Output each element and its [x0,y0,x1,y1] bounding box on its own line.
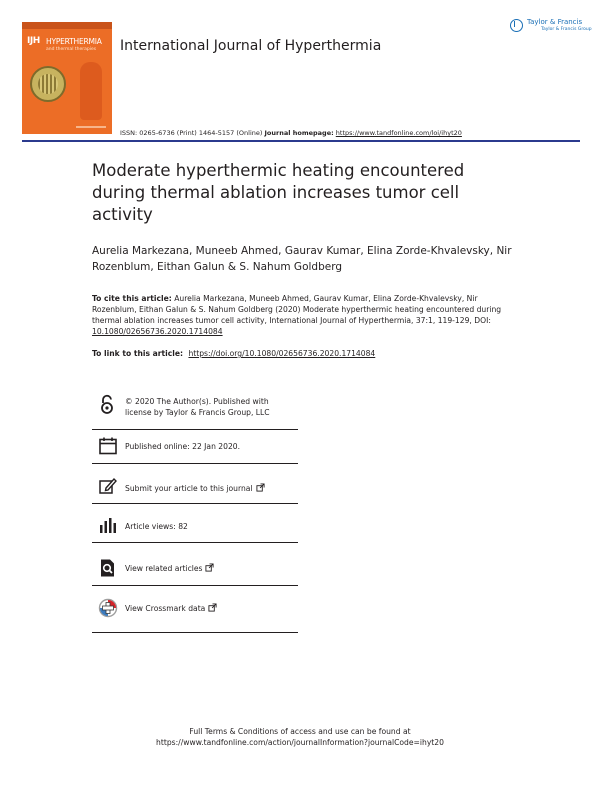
bar-chart-icon [98,516,118,536]
info-divider [92,585,298,586]
external-link-icon [256,483,265,492]
cover-figure-graphic [80,62,102,120]
publisher-group: Taylor & Francis Group [541,27,592,32]
terms-link[interactable]: https://www.tandfonline.com/action/journalInformation?journalCode=ihyt20 [156,738,444,747]
published-date: Published online: 22 Jan 2020. [125,442,241,451]
crossmark-icon [98,598,118,618]
publisher-name: Taylor & Francis [527,18,583,26]
terms-footer [0,726,600,748]
submit-article-link[interactable]: Submit your article to this journal [125,484,253,493]
journal-title[interactable]: International Journal of Hyperthermia [120,38,382,54]
external-link-icon [208,603,217,612]
cite-doi-link[interactable]: 10.1080/02656736.2020.1714084 [92,327,223,336]
homepage-label: Journal homepage: [264,129,334,137]
cover-title: HYPERTHERMIA [46,37,102,46]
publisher-logo-icon [510,19,523,32]
info-divider [92,429,298,430]
article-link-line [92,348,512,359]
info-divider [92,503,298,504]
issn-line [120,129,462,137]
calendar-icon [98,436,118,456]
citation-block [92,293,512,337]
issn-text: ISSN: 0265-6736 (Print) 1464-5157 (Online) [120,129,263,137]
cover-subtitle: and thermal therapies [46,47,97,52]
article-title: Moderate hyperthermic heating encountered during thermal ablation increases tumor cell activity [92,161,465,224]
journal-cover-image [22,22,112,134]
cite-label: To cite this article: [92,294,172,303]
info-divider [92,463,298,464]
cover-abbreviation: IJH [27,36,40,46]
crossmark-link[interactable]: View Crossmark data [125,604,206,613]
edit-icon [98,476,118,496]
related-articles-link[interactable]: View related articles [125,564,203,573]
terms-line: Full Terms & Conditions of access and use can be found at [189,727,411,736]
cite-text: Aurelia Markezana, Muneeb Ahmed, Gaurav Kumar, Elina Zorde-Khvalevsky, Nir Rozenblum, Eithan Galun & S. Nahum Goldberg (2020) Moderate hyperthermic heating encountered during thermal ablation increases tumor cell activity, International Journal of Hyperthermia, 37:1, 119-129, DOI: [92,294,502,325]
info-divider [92,632,298,633]
article-doi-link[interactable]: https://doi.org/10.1080/02656736.2020.1714084 [188,349,376,358]
related-articles-icon [98,558,118,578]
info-divider [92,542,298,543]
homepage-link[interactable]: https://www.tandfonline.com/loi/ihyt20 [335,129,462,137]
license-line-1: © 2020 The Author(s). Published with [125,397,269,406]
article-authors: Aurelia Markezana, Muneeb Ahmed, Gaurav Kumar, Elina Zorde-Khvalevsky, Nir Rozenblum, Eithan Galun & S. Nahum Goldberg [92,245,512,273]
external-link-icon [205,563,214,572]
publisher-logo[interactable] [510,18,592,36]
open-access-icon [98,394,118,414]
article-views: Article views: 82 [125,522,188,531]
header-divider [22,140,580,142]
license-line-2: license by Taylor & Francis Group, LLC [125,408,270,417]
link-label: To link to this article: [92,349,184,358]
cover-medal-graphic [30,66,66,102]
